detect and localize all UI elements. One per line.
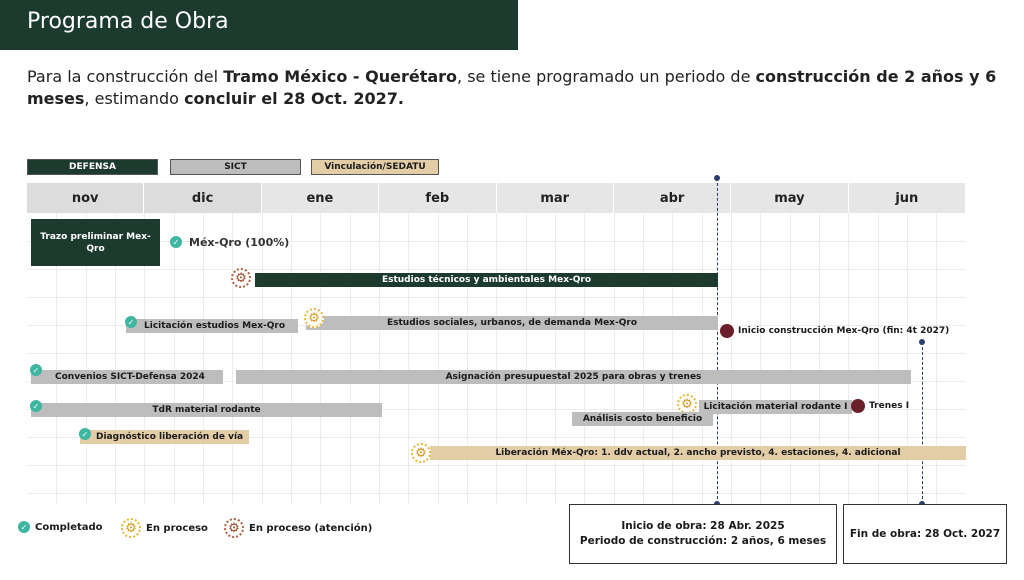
start-info-box: [569, 504, 837, 564]
task-diagnostico: Diagnóstico liberación de vía: [80, 430, 249, 444]
task-licitacion-material: Licitación material rodante I: [699, 400, 852, 414]
task-asignacion: Asignación presupuestal 2025 para obras y trenes: [236, 370, 911, 384]
start-line-top-dot: [714, 175, 720, 181]
gear-attention-icon: ⚙: [224, 518, 244, 538]
task-estudios-sociales: Estudios sociales, urbanos, de demanda Mex-Qro: [306, 316, 718, 330]
task-estudios-tecnicos: Estudios técnicos y ambientales Mex-Qro: [255, 273, 718, 287]
gantt-grid: [27, 213, 966, 505]
category-vinculacion: Vinculación/SEDATU: [311, 159, 439, 175]
check-icon: ✓: [30, 400, 42, 412]
start-date-text: Inicio de obra: 28 Abr. 2025: [621, 520, 785, 532]
category-defensa: DEFENSA: [27, 159, 158, 175]
legend-en-proceso-atencion: ⚙ En proceso (atención): [224, 518, 372, 538]
gear-progress-icon: ⚙: [411, 443, 431, 463]
page-title: Programa de Obra: [27, 9, 229, 34]
task-convenios: Convenios SICT-Defensa 2024: [31, 370, 223, 384]
legend-en-proceso: ⚙ En proceso: [121, 518, 208, 538]
check-icon: ✓: [30, 364, 42, 376]
task-analisis: Análisis costo beneficio: [572, 412, 713, 426]
check-icon: ✓: [79, 428, 91, 440]
task-licitacion-estudios: Licitación estudios Mex-Qro: [126, 319, 298, 333]
check-icon: ✓: [125, 316, 137, 328]
milestone-dot: [720, 324, 734, 338]
month-nov: nov: [27, 183, 144, 213]
gear-progress-icon: ⚙: [304, 308, 324, 328]
task-tdr: TdR material rodante: [31, 403, 382, 417]
legend-completado: ✓ Completado: [18, 521, 103, 533]
title-bar: [0, 0, 518, 50]
month-abr: abr: [614, 183, 731, 213]
intro-paragraph: Para la construcción del Tramo México - Querétaro, se tiene programado un periodo de construcción de 2 años y 6 meses, estimando concluir el 28 Oct. 2027.: [27, 67, 997, 108]
month-feb: feb: [379, 183, 496, 213]
gear-progress-icon: ⚙: [121, 518, 141, 538]
check-icon: ✓: [170, 236, 182, 248]
month-jun: jun: [849, 183, 966, 213]
end-line-top-dot: [919, 339, 925, 345]
gear-progress-icon: ⚙: [677, 394, 697, 414]
end-date-text: Fin de obra: 28 Oct. 2027: [849, 527, 1001, 540]
task-mex-qro: Méx-Qro (100%): [189, 236, 290, 249]
task-trazo: Trazo preliminar Mex-Qro: [31, 219, 160, 266]
month-header: [27, 183, 966, 213]
month-mar: mar: [497, 183, 614, 213]
end-info-box: [843, 504, 1007, 564]
month-dic: dic: [144, 183, 261, 213]
check-icon: ✓: [18, 521, 30, 533]
gear-attention-icon: ⚙: [231, 268, 251, 288]
task-liberacion: Liberación Méx-Qro: 1. ddv actual, 2. ancho previsto, 4. estaciones, 4. adicional: [430, 446, 966, 460]
month-ene: ene: [262, 183, 379, 213]
category-sict: SICT: [170, 159, 301, 175]
milestone-dot: [851, 399, 865, 413]
task-inicio-construccion: Inicio construcción Mex-Qro (fin: 4t 2027): [738, 326, 950, 336]
construction-period-text: Periodo de construcción: 2 años, 6 meses: [579, 535, 827, 547]
task-trenes: Trenes I: [869, 401, 910, 411]
end-milestone-line: [922, 342, 923, 504]
month-may: may: [731, 183, 848, 213]
